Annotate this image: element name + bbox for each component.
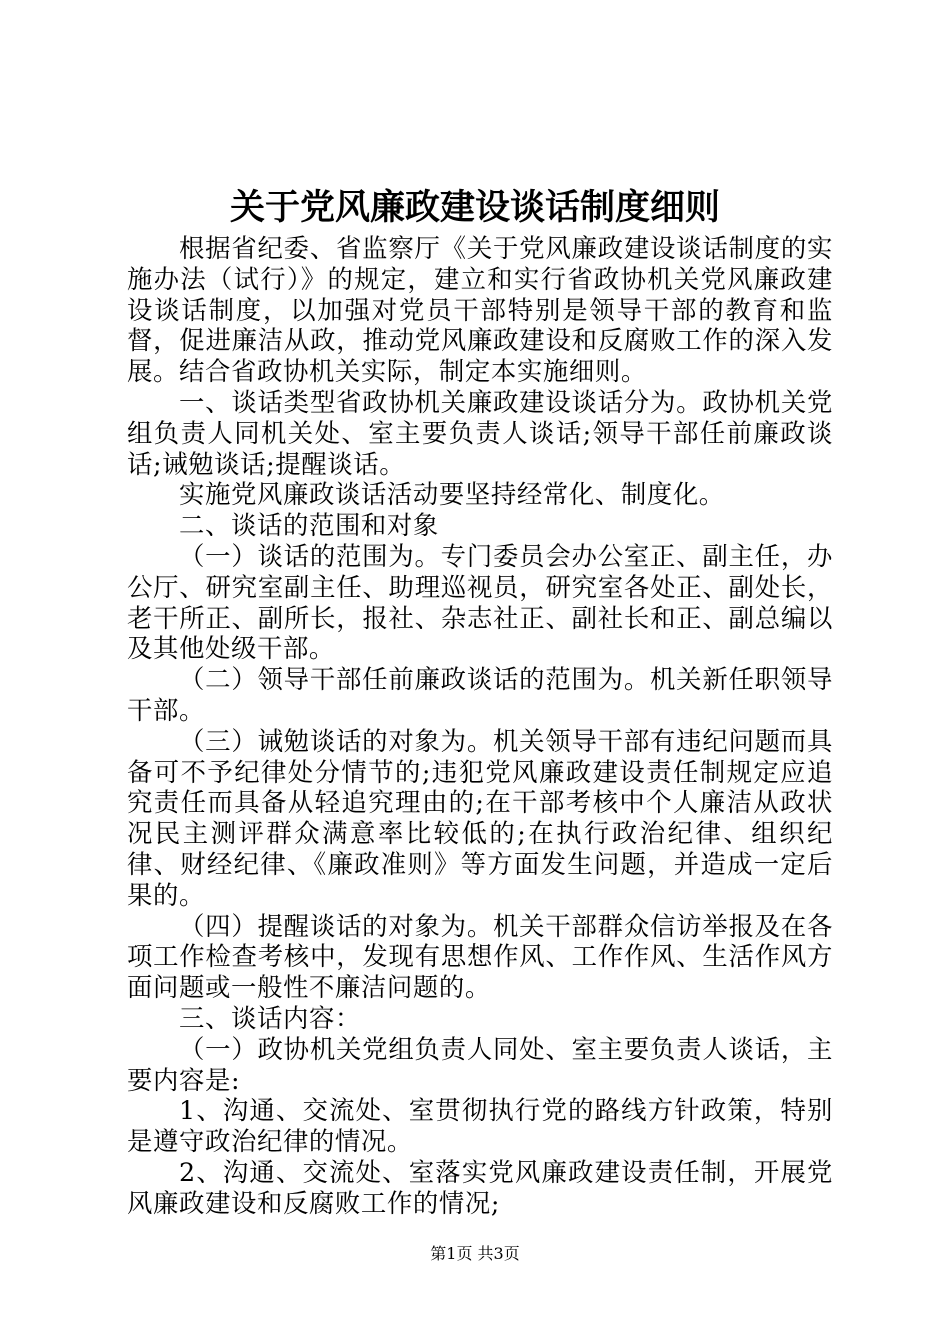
paragraph-3-1: （一）政协机关党组负责人同处、室主要负责人谈话，主要内容是: xyxy=(127,1033,833,1095)
paragraph-intro: 根据省纪委、省监察厅《关于党风廉政建设谈话制度的实施办法（试行）》的规定，建立和实行省政协机关党风廉政建设谈话制度，以加强对党员干部特别是领导干部的教育和监督，促进廉洁从政，推动党风廉政建设和反腐败工作的深入发展。结合省政协机关实际，制定本实施细则。 xyxy=(127,233,833,387)
list-item-1: 1、沟通、交流处、室贯彻执行党的路线方针政策，特别是遵守政治纪律的情况。 xyxy=(127,1095,833,1157)
paragraph-section-1: 一、谈话类型省政协机关廉政建设谈话分为。政协机关党组负责人同机关处、室主要负责人谈话;领导干部任前廉政谈话;诫勉谈话;提醒谈话。 xyxy=(127,386,833,479)
paragraph-2-2: （二）领导干部任前廉政谈话的范围为。机关新任职领导干部。 xyxy=(127,664,833,725)
page-title: 关于党风廉政建设谈话制度细则 xyxy=(229,187,720,228)
paragraph-2-1: （一）谈话的范围为。专门委员会办公室正、副主任，办公厅、研究室副主任、助理巡视员，研究室各处正、副处长，老干所正、副所长，报社、杂志社正、副社长和正、副总编以及其他处级干部。 xyxy=(127,540,833,664)
document-body xyxy=(127,233,833,1219)
heading-section-2: 二、谈话的范围和对象 xyxy=(179,510,439,541)
paragraph-principle: 实施党风廉政谈话活动要坚持经常化、制度化。 xyxy=(179,479,725,510)
heading-section-3: 三、谈话内容： xyxy=(179,1002,361,1033)
list-item-2: 2、沟通、交流处、室落实党风廉政建设责任制，开展党风廉政建设和反腐败工作的情况; xyxy=(127,1156,833,1218)
paragraph-2-3: （三）诫勉谈话的对象为。机关领导干部有违纪问题而具备可不予纪律处分情节的;违犯党风廉政建设责任制规定应追究责任而具备从轻追究理由的;在干部考核中个人廉洁从政状况民主测评群众满意率比较低的;在执行政治纪律、组织纪律、财经纪律、《廉政准则》等方面发生问题，并造成一定后果的。 xyxy=(127,725,833,910)
paragraph-2-4: （四）提醒谈话的对象为。机关干部群众信访举报及在各项工作检查考核中，发现有思想作风、工作作风、生活作风方面问题或一般性不廉洁问题的。 xyxy=(127,910,833,1003)
page-number-indicator: 第1页 共3页 xyxy=(430,1244,520,1263)
